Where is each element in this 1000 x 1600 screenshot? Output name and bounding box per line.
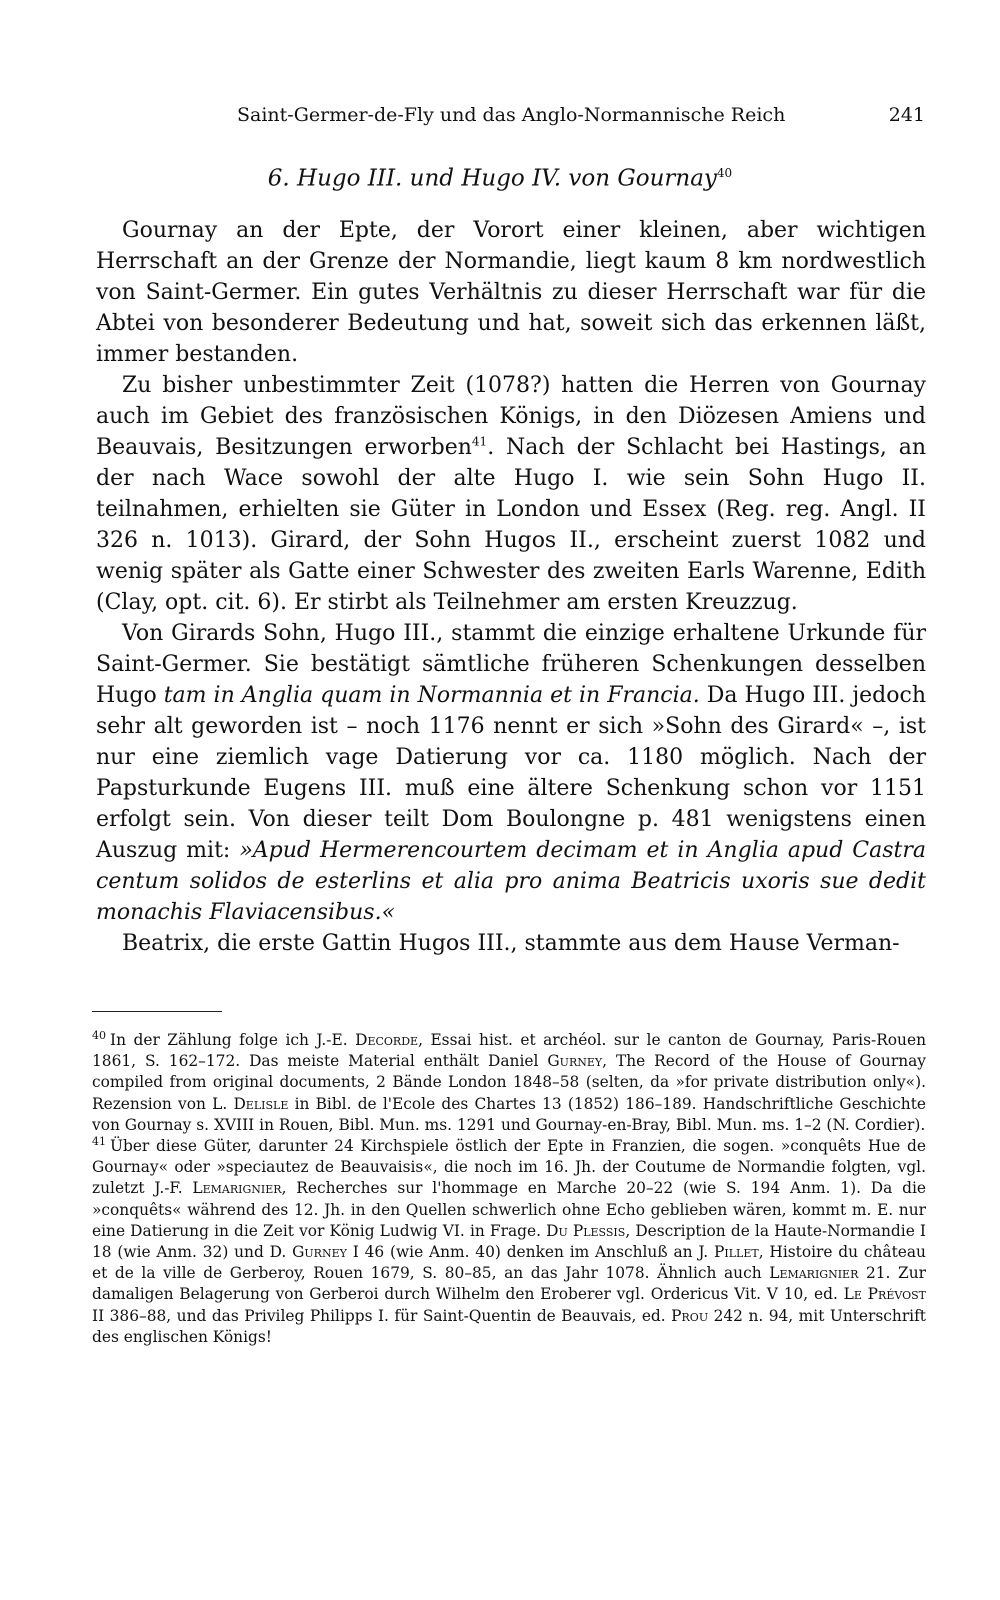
paragraph-2 (96, 370, 926, 618)
paragraph-2-text-b: . Nach der Schlacht bei Hastings, an der nach Wace sowohl der alte Hugo I. wie sein Sohn Hugo II. teilnahmen, erhielten sie Güter in London und Essex (Reg. reg. Angl. II 326 n. 1013). Girard, der Sohn Hugos II., erscheint zuerst 1082 und wenig später als Gatte einer Schwester des zweiten Earls Warenne, Edith (Clay, opt. cit. 6). Er stirbt als Teilnehmer am ersten Kreuzzug. (96, 435, 927, 615)
footnote-text: , Recherches sur l'hommage en Marche 20–22 (wie S. 194 Anm. 1). Da die »conquêts« während des 12. Jh. in den Quellen schwerlich ohne Echo geblieben wären, kommt m. E. nur eine Datierung in die Zeit vor König Ludwig VI. in Frage. (92, 1179, 926, 1240)
author-name: Le Prévost (843, 1285, 926, 1304)
footnote-text: Über diese Güter, darunter 24 Kirchspiele östlich der Epte in Franzien, die sogen. »conquêts Hue de Gournay« oder »speciautez de Beauvaisis«, die noch im 16. Jh. der Coutume de Normandie folgten, vgl. zuletzt J.-F. (92, 1137, 926, 1198)
author-name: Prou (671, 1306, 709, 1325)
author-name: Gurney (547, 1052, 603, 1071)
author-name: Delisle (233, 1094, 289, 1113)
footnote-divider (92, 1011, 222, 1012)
running-title: Saint-Germer-de-Fly und das Anglo-Normannische Reich (237, 104, 786, 126)
footnote-text: I 46 (wie Anm. 40) denken im Anschluß an J. (352, 1243, 709, 1262)
running-header (237, 100, 925, 130)
paragraph-3 (96, 618, 926, 928)
paragraph-3-latin-phrase: tam in Anglia quam in Normannia et in Francia. (163, 683, 700, 708)
page-number: 241 (888, 104, 925, 126)
footnotes (92, 1030, 926, 1348)
footnote-text: in Bibl. de l'Ecole des Chartes 13 (1852) 186–189. Handschriftliche Geschichte von Gournay s. XVIII in Rouen, Bibl. Mun. ms. 1291 und Gournay-en-Bray, Bibl. Mun. ms. 1–2 (N. Cordier). (92, 1094, 926, 1134)
footnote-text: 21. Zur damaligen Belagerung von Gerberoi durch Wilhelm den Eroberer vgl. Ordericus Vit. V 10, ed. (92, 1264, 926, 1304)
author-name: Gurney (292, 1243, 347, 1262)
footnote-text: II 386–88, und das Privileg Philipps I. für Saint-Quentin de Beauvais, ed. (92, 1306, 666, 1325)
paragraph-2-text-a: Zu bisher unbestimmter Zeit (1078?) hatten die Herren von Gournay auch im Gebiet des französischen Königs, in den Diözesen Amiens und Beauvais, Besitzungen erworben (96, 373, 926, 460)
paragraph-3-text-b: Da Hugo III. jedoch sehr alt geworden ist – noch 1176 nennt er sich »Sohn des Girard« –, ist nur eine ziemlich vage Datierung vor ca. 1180 möglich. Nach der Papsturkunde Eugens III. muß eine ältere Schenkung schon vor 1151 erfolgt sein. Von dieser teilt Dom Boulongne p. 481 wenigstens einen Auszug mit: (96, 683, 927, 863)
author-name: Du Plessis (546, 1221, 626, 1240)
footnote-number: 40 (92, 1028, 106, 1042)
paragraph-4: Beatrix, die erste Gattin Hugos III., stammte aus dem Hause Verman- (122, 931, 900, 956)
footnote-text: 242 n. 94, mit Unterschrift des englischen Königs! (92, 1306, 926, 1346)
footnote-number: 41 (92, 1134, 106, 1148)
footnote-ref-41[interactable]: 41 (471, 434, 488, 449)
footnote-41 (92, 1136, 926, 1348)
paragraph-3-text-a: Von Girards Sohn, Hugo III., stammt die einzige erhaltene Urkunde für Saint-Germer. Sie bestätigt sämtliche früheren Schenkungen desselben Hugo (96, 621, 926, 708)
paragraph-1: Gournay an der Epte, der Vorort einer kleinen, aber wichtigen Herrschaft an der Grenze der Normandie, liegt kaum 8 km nordwestlich von Saint-Germer. Ein gutes Verhältnis zu dieser Herrschaft war für die Abtei von besonderer Bedeutung und hat, soweit sich das erkennen läßt, immer bestanden. (96, 218, 926, 367)
footnote-text: , Description de la Haute-Normandie I 18 (wie Anm. 32) und D. (92, 1221, 927, 1262)
section-heading (0, 158, 1000, 194)
author-name: Decorde (355, 1031, 419, 1049)
author-name: Lemarignier (769, 1264, 859, 1283)
footnote-text: , Histoire du château et de la ville de Gerberoy, Rouen 1679, S. 80–85, an das Jahr 1078. Ähnlich auch (92, 1243, 926, 1283)
footnote-text: , Essai hist. et archéol. sur le canton de Gournay, Paris-Rouen 1861, S. 162–172. Das meiste Material enthält Daniel (92, 1031, 926, 1071)
author-name: Pillet (714, 1243, 759, 1262)
footnote-ref-40[interactable]: 40 (716, 166, 733, 180)
footnote-40 (92, 1030, 926, 1136)
latin-quotation: »Apud Hermerencourtem decimam et in Anglia apud Castra centum solidos de esterlins et alia pro anima Beatricis uxoris sue dedit monachis Flaviacensibus.« (96, 838, 926, 925)
author-name: Lemarignier (192, 1179, 282, 1198)
main-text (96, 215, 926, 959)
footnote-text: In der Zählung folge ich J.-E. (110, 1031, 348, 1049)
footnote-text: , The Record of the House of Gournay compiled from original documents, 2 Bände London 1848–58 (selten, da »for private distribution only«). Rezension von L. (92, 1052, 926, 1113)
section-title: 6. Hugo III. und Hugo IV. von Gournay (267, 165, 717, 192)
